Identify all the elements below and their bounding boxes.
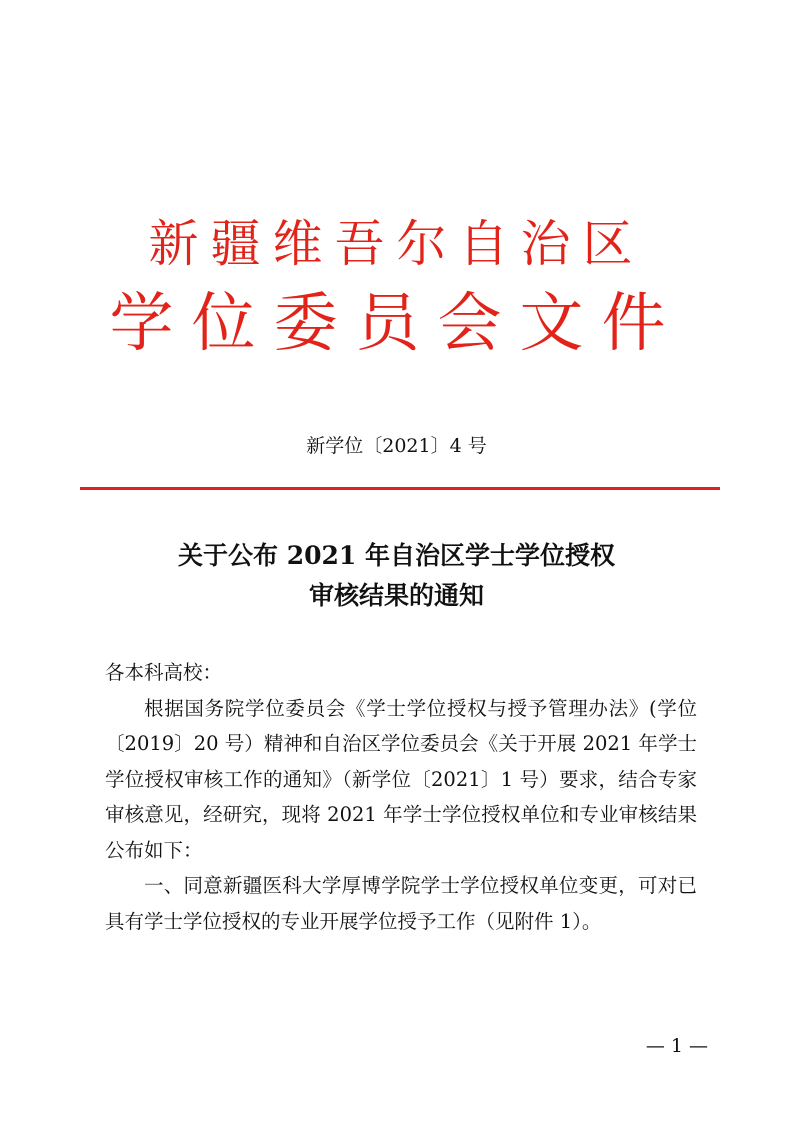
issuer-name: 新疆维吾尔自治区	[148, 215, 645, 273]
notice-title-line-2: 审核结果的通知	[308, 581, 484, 610]
notice-title	[0, 536, 793, 616]
notice-title-line-1: 关于公布 2021 年自治区学士学位授权	[178, 541, 615, 570]
page-number: — 1 —	[645, 1035, 708, 1057]
document-number: 新学位〔2021〕4 号	[306, 435, 487, 457]
document-type-heading: 学位委员会文件	[109, 287, 684, 361]
notice-body	[105, 655, 697, 939]
red-divider-line	[80, 487, 720, 490]
salutation: 各本科高校：	[105, 661, 223, 684]
body-paragraph-1: 根据国务院学位委员会《学士学位授权与授予管理办法》(学位〔2019〕20 号）精神和自治区学位委员会《关于开展 2021 年学士学位授权审核工作的通知》（新学位〔2021〕1 号）要求，结合专家审核意见，经研究，现将 2021 年学士学位授权单位和专业审核结果公布如下：	[105, 696, 697, 862]
body-paragraph-2: 一、同意新疆医科大学厚博学院学士学位授权单位变更，可对已具有学士学位授权的专业开展学位授予工作（见附件 1）。	[105, 874, 697, 933]
